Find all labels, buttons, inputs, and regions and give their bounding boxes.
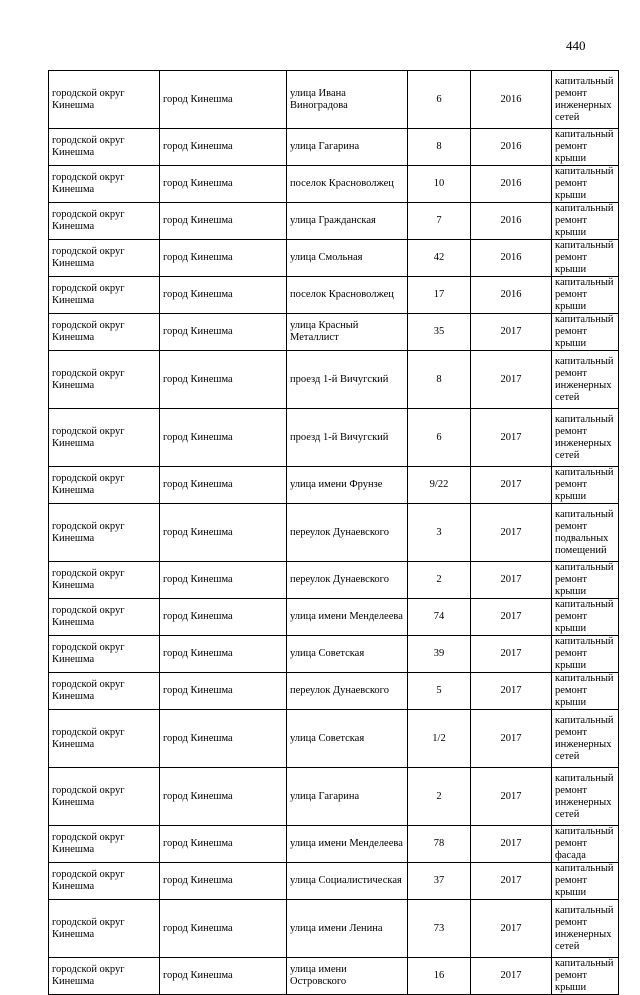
cell-year: 2016	[471, 129, 552, 166]
table-row	[49, 863, 619, 900]
cell-city: город Кинешма	[160, 900, 287, 958]
cell-house: 6	[408, 71, 471, 129]
cell-work-type: капитальный ремонт крыши	[552, 203, 619, 240]
cell-street: переулок Дунаевского	[287, 673, 408, 710]
cell-year: 2017	[471, 710, 552, 768]
cell-house: 8	[408, 351, 471, 409]
table-row	[49, 636, 619, 673]
table-row	[49, 562, 619, 599]
cell-street: улица Советская	[287, 636, 408, 673]
cell-city: город Кинешма	[160, 863, 287, 900]
cell-district: городской округ Кинешма	[49, 351, 160, 409]
cell-street: улица Гагарина	[287, 129, 408, 166]
cell-city: город Кинешма	[160, 826, 287, 863]
cell-district: городской округ Кинешма	[49, 673, 160, 710]
cell-work-type: капитальный ремонт инженерных сетей	[552, 351, 619, 409]
cell-street: улица Гагарина	[287, 768, 408, 826]
table-row	[49, 673, 619, 710]
cell-year: 2016	[471, 166, 552, 203]
cell-house: 9/22	[408, 467, 471, 504]
cell-street: улица имени Островского	[287, 958, 408, 995]
cell-work-type: капитальный ремонт крыши	[552, 166, 619, 203]
table-row	[49, 351, 619, 409]
cell-house: 6	[408, 409, 471, 467]
cell-street: улица Ивана Виноградова	[287, 71, 408, 129]
table-row	[49, 203, 619, 240]
cell-year: 2017	[471, 351, 552, 409]
cell-street: переулок Дунаевского	[287, 504, 408, 562]
cell-work-type: капитальный ремонт крыши	[552, 467, 619, 504]
cell-year: 2017	[471, 409, 552, 467]
table-row	[49, 277, 619, 314]
table-row	[49, 467, 619, 504]
cell-year: 2017	[471, 958, 552, 995]
cell-house: 2	[408, 562, 471, 599]
cell-city: город Кинешма	[160, 409, 287, 467]
cell-year: 2016	[471, 240, 552, 277]
table-row	[49, 314, 619, 351]
table-row	[49, 240, 619, 277]
cell-city: город Кинешма	[160, 504, 287, 562]
cell-district: городской округ Кинешма	[49, 467, 160, 504]
table-row	[49, 768, 619, 826]
cell-city: город Кинешма	[160, 203, 287, 240]
cell-district: городской округ Кинешма	[49, 504, 160, 562]
cell-work-type: капитальный ремонт подвальных помещений	[552, 504, 619, 562]
cell-house: 7	[408, 203, 471, 240]
cell-city: город Кинешма	[160, 636, 287, 673]
cell-district: городской округ Кинешма	[49, 768, 160, 826]
cell-district: городской округ Кинешма	[49, 71, 160, 129]
cell-year: 2017	[471, 504, 552, 562]
cell-street: улица Смольная	[287, 240, 408, 277]
cell-district: городской округ Кинешма	[49, 599, 160, 636]
cell-house: 1/2	[408, 710, 471, 768]
cell-city: город Кинешма	[160, 599, 287, 636]
cell-work-type: капитальный ремонт крыши	[552, 636, 619, 673]
cell-work-type: капитальный ремонт крыши	[552, 129, 619, 166]
cell-work-type: капитальный ремонт инженерных сетей	[552, 900, 619, 958]
cell-house: 5	[408, 673, 471, 710]
table-row	[49, 71, 619, 129]
cell-district: городской округ Кинешма	[49, 863, 160, 900]
cell-year: 2017	[471, 467, 552, 504]
cell-work-type: капитальный ремонт крыши	[552, 240, 619, 277]
cell-year: 2017	[471, 673, 552, 710]
cell-city: город Кинешма	[160, 240, 287, 277]
cell-house: 37	[408, 863, 471, 900]
cell-city: город Кинешма	[160, 768, 287, 826]
cell-work-type: капитальный ремонт фасада	[552, 826, 619, 863]
cell-district: городской округ Кинешма	[49, 900, 160, 958]
cell-house: 2	[408, 768, 471, 826]
cell-street: улица имени Менделеева	[287, 599, 408, 636]
cell-house: 16	[408, 958, 471, 995]
table-row	[49, 599, 619, 636]
cell-house: 78	[408, 826, 471, 863]
cell-year: 2016	[471, 71, 552, 129]
table-row	[49, 900, 619, 958]
cell-house: 17	[408, 277, 471, 314]
cell-year: 2017	[471, 863, 552, 900]
cell-street: улица Советская	[287, 710, 408, 768]
cell-street: улица Красный Металлист	[287, 314, 408, 351]
cell-house: 73	[408, 900, 471, 958]
cell-district: городской округ Кинешма	[49, 314, 160, 351]
cell-house: 74	[408, 599, 471, 636]
cell-district: городской округ Кинешма	[49, 562, 160, 599]
table-row	[49, 409, 619, 467]
cell-year: 2016	[471, 203, 552, 240]
cell-city: город Кинешма	[160, 277, 287, 314]
cell-street: улица имени Менделеева	[287, 826, 408, 863]
cell-work-type: капитальный ремонт крыши	[552, 958, 619, 995]
cell-work-type: капитальный ремонт крыши	[552, 673, 619, 710]
cell-city: город Кинешма	[160, 958, 287, 995]
cell-work-type: капитальный ремонт инженерных сетей	[552, 768, 619, 826]
cell-work-type: капитальный ремонт инженерных сетей	[552, 710, 619, 768]
cell-district: городской округ Кинешма	[49, 958, 160, 995]
cell-year: 2017	[471, 314, 552, 351]
cell-street: улица Социалистическая	[287, 863, 408, 900]
cell-city: город Кинешма	[160, 673, 287, 710]
cell-district: городской округ Кинешма	[49, 636, 160, 673]
cell-work-type: капитальный ремонт крыши	[552, 314, 619, 351]
cell-city: город Кинешма	[160, 562, 287, 599]
cell-house: 39	[408, 636, 471, 673]
cell-district: городской округ Кинешма	[49, 826, 160, 863]
cell-house: 35	[408, 314, 471, 351]
cell-city: город Кинешма	[160, 351, 287, 409]
table-row	[49, 129, 619, 166]
cell-year: 2017	[471, 636, 552, 673]
cell-district: городской округ Кинешма	[49, 240, 160, 277]
cell-district: городской округ Кинешма	[49, 710, 160, 768]
cell-year: 2017	[471, 562, 552, 599]
cell-work-type: капитальный ремонт инженерных сетей	[552, 409, 619, 467]
repair-schedule-table	[48, 70, 619, 995]
cell-city: город Кинешма	[160, 467, 287, 504]
table-row	[49, 710, 619, 768]
cell-district: городской округ Кинешма	[49, 277, 160, 314]
cell-district: городской округ Кинешма	[49, 166, 160, 203]
cell-work-type: капитальный ремонт крыши	[552, 277, 619, 314]
cell-year: 2017	[471, 826, 552, 863]
cell-year: 2016	[471, 277, 552, 314]
cell-house: 10	[408, 166, 471, 203]
cell-district: городской округ Кинешма	[49, 409, 160, 467]
cell-city: город Кинешма	[160, 314, 287, 351]
cell-street: поселок Красноволжец	[287, 166, 408, 203]
cell-street: проезд 1-й Вичугский	[287, 409, 408, 467]
cell-district: городской округ Кинешма	[49, 203, 160, 240]
page-number: 440	[566, 38, 586, 53]
cell-street: проезд 1-й Вичугский	[287, 351, 408, 409]
cell-year: 2017	[471, 900, 552, 958]
cell-city: город Кинешма	[160, 166, 287, 203]
cell-street: улица имени Ленина	[287, 900, 408, 958]
table-row	[49, 958, 619, 995]
cell-work-type: капитальный ремонт крыши	[552, 599, 619, 636]
cell-city: город Кинешма	[160, 710, 287, 768]
cell-city: город Кинешма	[160, 129, 287, 166]
cell-street: поселок Красноволжец	[287, 277, 408, 314]
cell-work-type: капитальный ремонт крыши	[552, 562, 619, 599]
cell-work-type: капитальный ремонт инженерных сетей	[552, 71, 619, 129]
cell-street: переулок Дунаевского	[287, 562, 408, 599]
table-row	[49, 504, 619, 562]
cell-work-type: капитальный ремонт крыши	[552, 863, 619, 900]
cell-house: 3	[408, 504, 471, 562]
table-row	[49, 166, 619, 203]
cell-house: 42	[408, 240, 471, 277]
cell-street: улица имени Фрунзе	[287, 467, 408, 504]
cell-city: город Кинешма	[160, 71, 287, 129]
cell-house: 8	[408, 129, 471, 166]
table-row	[49, 826, 619, 863]
cell-street: улица Гражданская	[287, 203, 408, 240]
cell-year: 2017	[471, 599, 552, 636]
cell-district: городской округ Кинешма	[49, 129, 160, 166]
cell-year: 2017	[471, 768, 552, 826]
